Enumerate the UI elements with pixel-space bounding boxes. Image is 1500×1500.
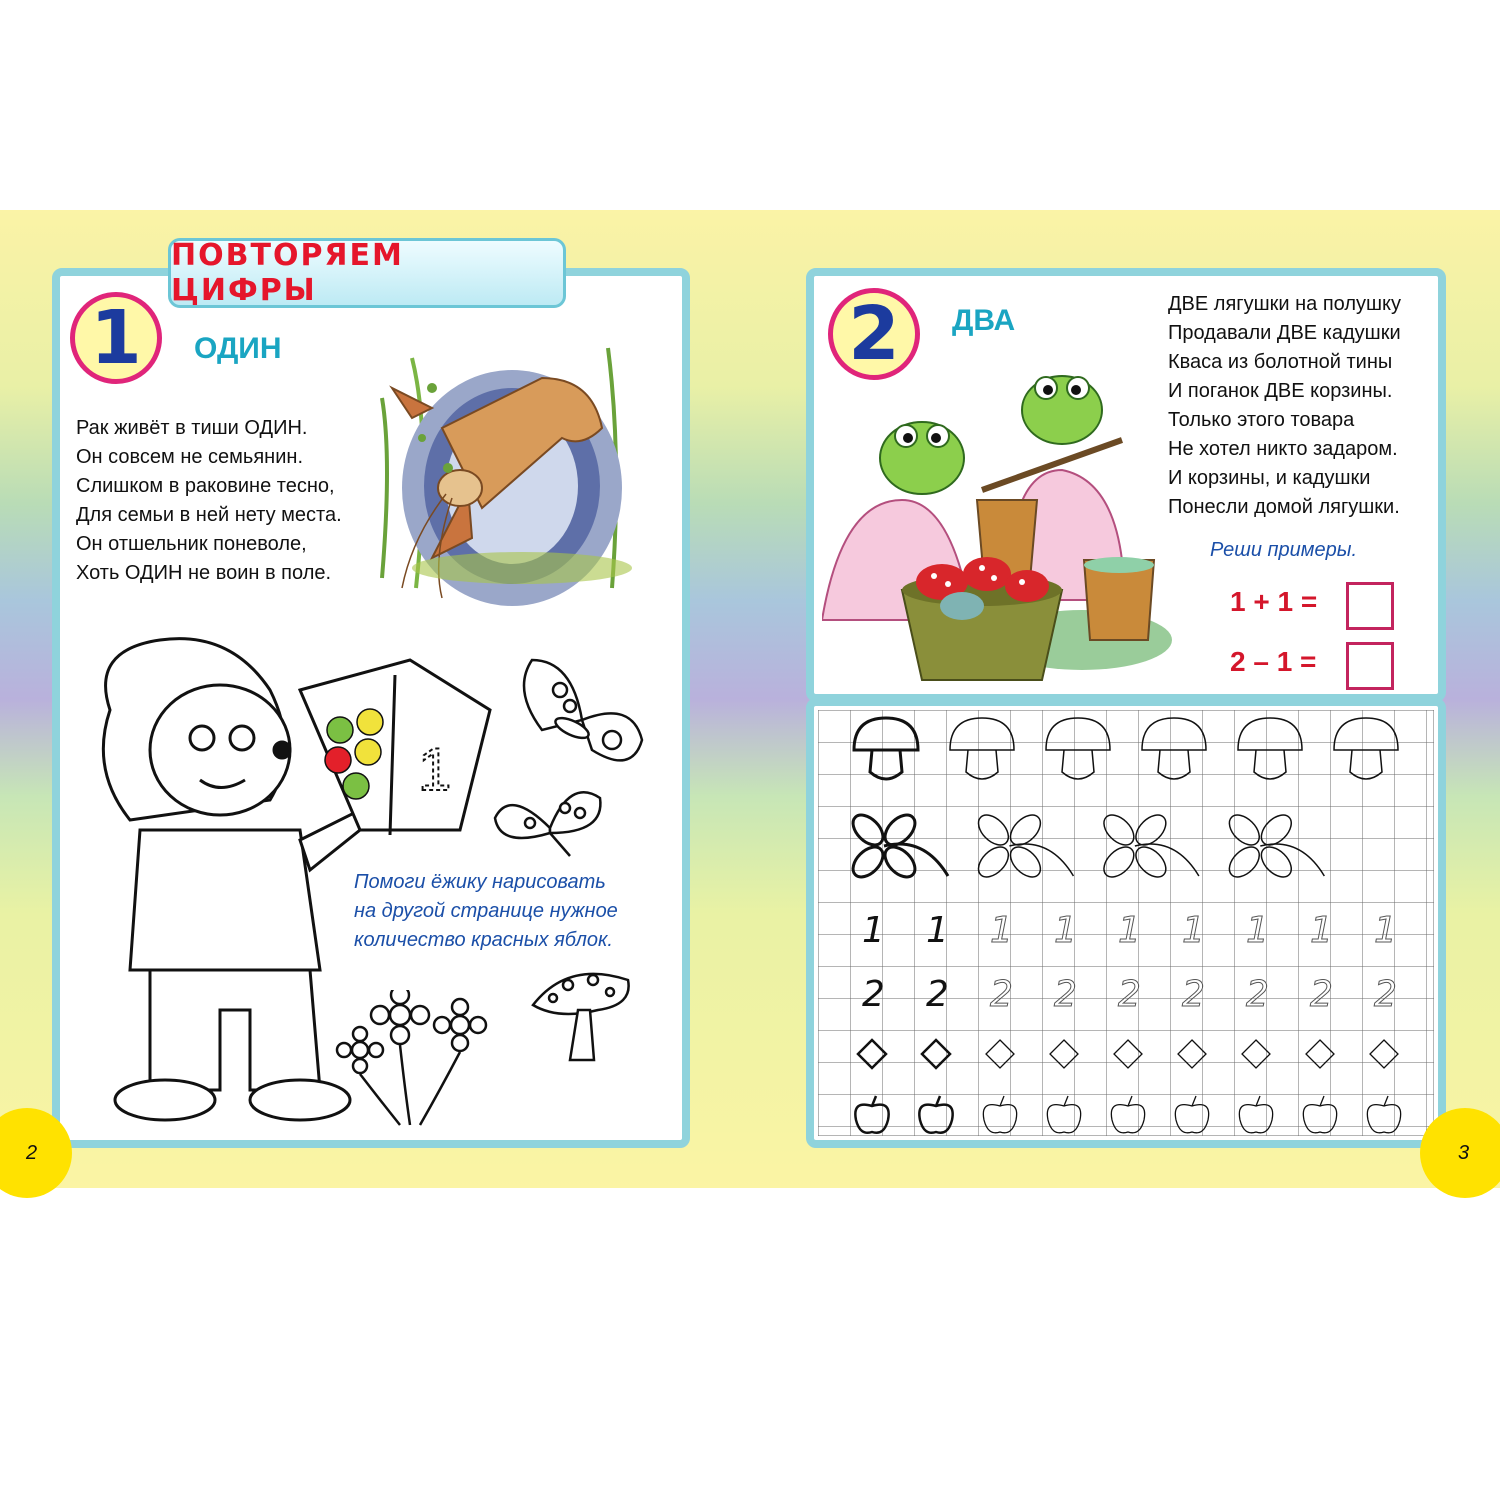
poem-line: Кваса из болотной тины <box>1168 351 1393 373</box>
equation-1: 1 + 1 = <box>1230 586 1318 617</box>
tracing-digit: 2 <box>1310 974 1333 1015</box>
header-title: ПОВТОРЯЕМ ЦИФРЫ <box>171 238 404 308</box>
mushroom-icon <box>528 960 638 1070</box>
digit-one: 1 <box>90 295 142 381</box>
poem-line: Хоть ОДИН не воин в поле. <box>76 562 332 584</box>
poem-line: Рак живёт в тиши ОДИН. <box>76 417 308 439</box>
poem-line: Не хотел никто задаром. <box>1168 438 1398 460</box>
flowers-icon <box>330 990 500 1130</box>
butterfly-icon <box>512 650 652 780</box>
poem-line: ДВЕ лягушки на полушку <box>1168 293 1402 315</box>
tracing-row-digit-two <box>862 974 1397 1015</box>
crayfish-illustration <box>372 338 644 610</box>
frogs-illustration <box>822 360 1172 696</box>
left-task-text <box>354 868 618 955</box>
tracing-digit: 1 <box>1374 910 1397 951</box>
tracing-digit: 2 <box>1246 974 1269 1015</box>
tracing-digit: 2 <box>1182 974 1205 1015</box>
poem-line: И корзины, и кадушки <box>1168 467 1371 489</box>
tracing-digit: 1 <box>1118 910 1141 951</box>
tracing-digit: 1 <box>862 910 885 951</box>
equation-2: 2 – 1 = <box>1230 646 1317 677</box>
tracing-digit: 1 <box>926 910 949 951</box>
tracing-digit: 2 <box>1374 974 1397 1015</box>
header-banner <box>168 238 566 308</box>
word-two: ДВА <box>952 304 1016 337</box>
tracing-digit: 1 <box>1182 910 1205 951</box>
book-spread <box>0 210 1500 1188</box>
poem-line: Продавали ДВЕ кадушки <box>1168 322 1401 344</box>
page-number-right-badge <box>1420 1108 1500 1198</box>
page-number-right: 3 <box>1458 1142 1470 1164</box>
word-one: ОДИН <box>194 332 282 365</box>
digit-one-badge <box>70 292 162 384</box>
right-task-text: Реши примеры. <box>1210 539 1358 561</box>
tracing-digit: 1 <box>1246 910 1269 951</box>
poem-line: Только этого товара <box>1168 409 1355 431</box>
butterfly-icon <box>490 778 610 868</box>
poem-line: И поганок ДВЕ корзины. <box>1168 380 1393 402</box>
tracing-digit: 2 <box>1118 974 1141 1015</box>
poem-line: Слишком в раковине тесно, <box>76 475 335 497</box>
tracing-digit: 1 <box>1054 910 1077 951</box>
poem-line: Он совсем не семьянин. <box>76 446 304 468</box>
book-digit: 1 <box>418 736 452 803</box>
page-number-left: 2 <box>26 1142 38 1164</box>
poem-line: Для семьи в ней нету места. <box>76 504 342 526</box>
tracing-digit: 2 <box>862 974 885 1015</box>
crayfish-poem <box>76 414 342 588</box>
task-line: на другой странице нужное <box>354 900 618 922</box>
answer-box-2[interactable] <box>1346 642 1394 690</box>
task-line: количество красных яблок. <box>354 929 613 951</box>
digit-two: 2 <box>848 291 900 377</box>
frogs-poem <box>1168 290 1401 522</box>
tracing-digit: 2 <box>1054 974 1077 1015</box>
tracing-digit: 1 <box>1310 910 1333 951</box>
poem-line: Понесли домой лягушки. <box>1168 496 1400 518</box>
tracing-row-digit-one <box>862 910 1397 951</box>
tracing-digit: 2 <box>990 974 1013 1015</box>
tracing-grid <box>818 710 1434 1136</box>
answer-box-1[interactable] <box>1346 582 1394 630</box>
poem-line: Он отшельник поневоле, <box>76 533 307 555</box>
tracing-digit: 2 <box>926 974 949 1015</box>
tracing-digit: 1 <box>990 910 1013 951</box>
task-line: Помоги ёжику нарисовать <box>354 871 606 893</box>
